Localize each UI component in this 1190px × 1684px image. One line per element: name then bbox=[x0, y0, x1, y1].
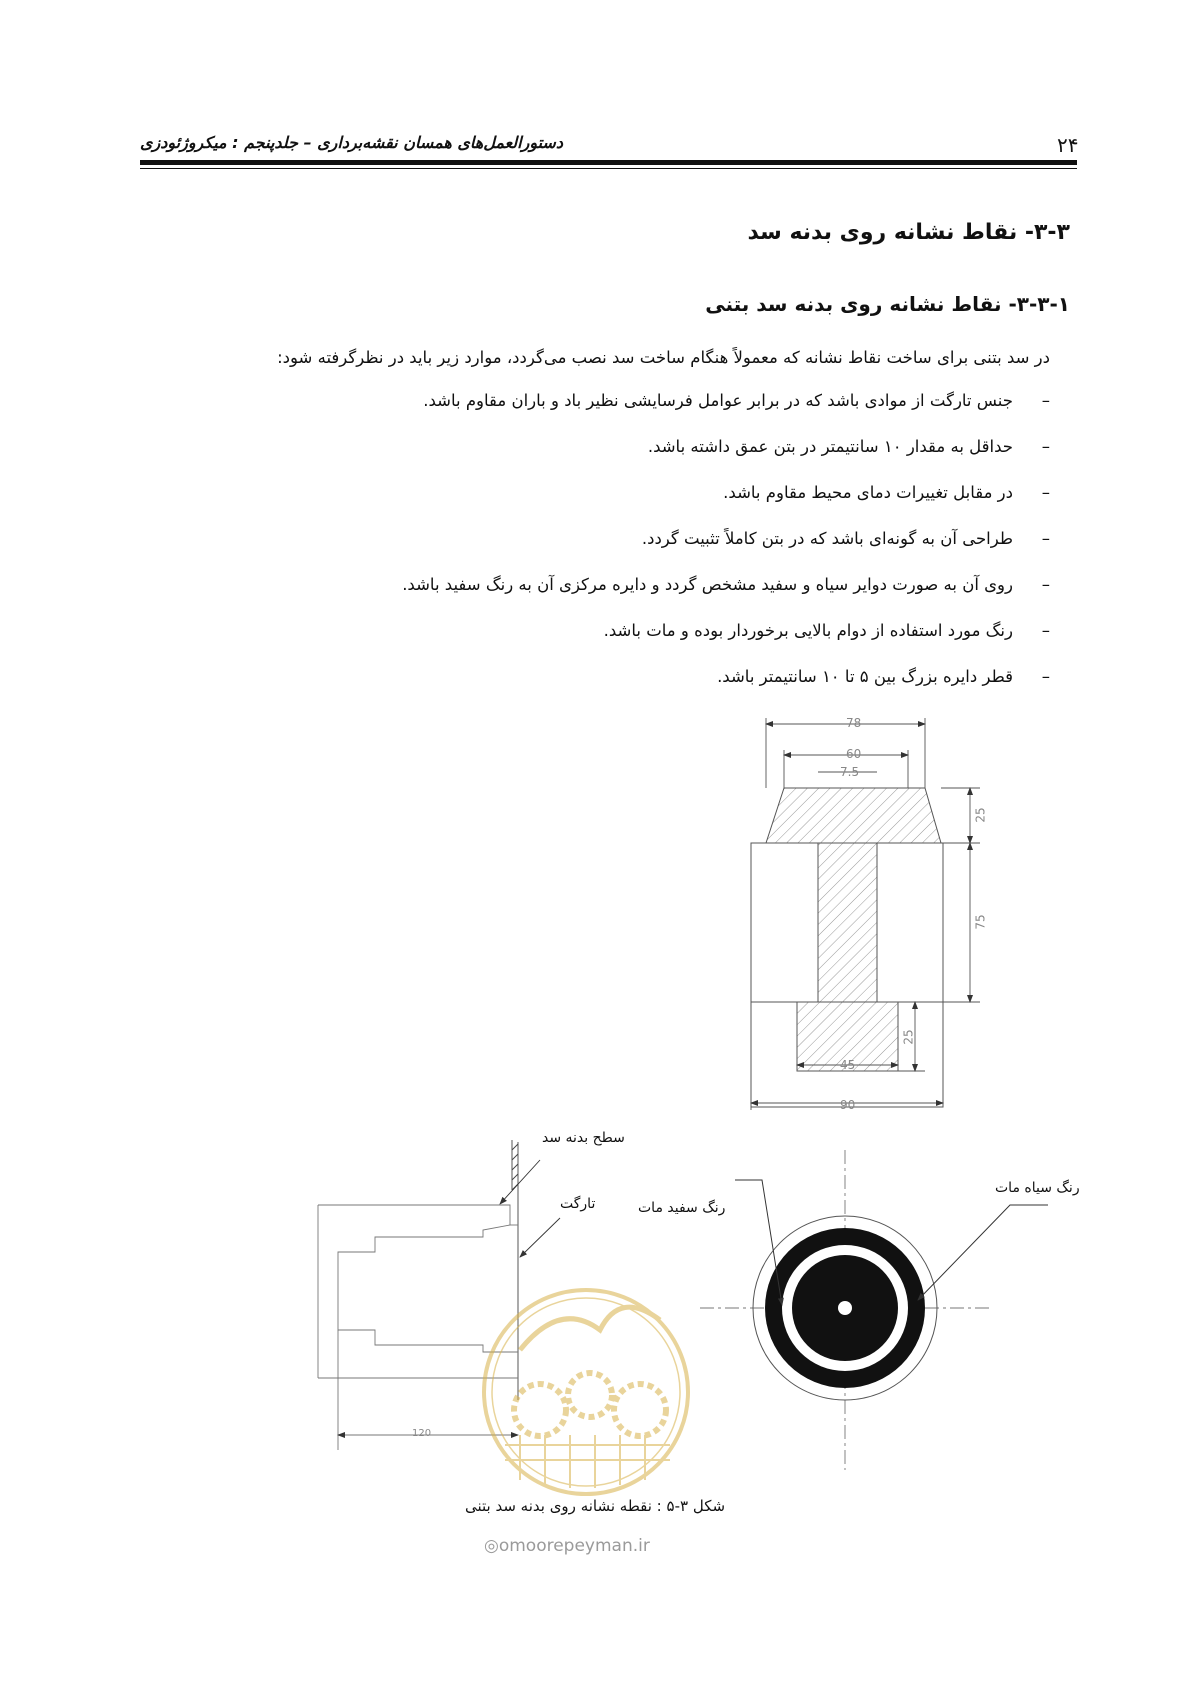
list-item-text: قطر دایره بزرگ بین ۵ تا ۱۰ سانتیمتر باشد. bbox=[717, 667, 1013, 686]
dimension-label: 90 bbox=[840, 1098, 856, 1112]
watermark-logo bbox=[484, 1290, 688, 1494]
dimension-label: 45 bbox=[840, 1058, 856, 1072]
bullet-dash: – bbox=[1041, 575, 1050, 594]
page-number: ۲۴ bbox=[1057, 133, 1079, 157]
dimension-label: 25 bbox=[901, 1029, 916, 1045]
dimension-label: 60 bbox=[846, 747, 862, 761]
list-item-text: رنگ مورد استفاده از دوام بالایی برخوردار بوده و مات باشد. bbox=[603, 621, 1013, 640]
dimension-label: 75 bbox=[973, 914, 988, 930]
list-item-text: حداقل به مقدار ۱۰ سانتیمتر در بتن عمق داشته باشد. bbox=[647, 437, 1013, 456]
list-item-text: طراحی آن به گونه‌ای باشد که در بتن کاملاً تثبیت گردد. bbox=[641, 529, 1013, 548]
bullet-dash: – bbox=[1041, 437, 1050, 456]
bullet-dash: – bbox=[1041, 483, 1050, 502]
matte-white-label: رنگ سفید مات bbox=[638, 1200, 726, 1216]
globe-icon: ◎ bbox=[484, 1536, 499, 1556]
bullet-dash: – bbox=[1041, 621, 1050, 640]
figure-caption: شکل ۳-۵ : نقطه نشانه روی بدنه سد بتنی bbox=[464, 1497, 726, 1515]
intro-paragraph: در سد بتنی برای ساخت نقاط نشانه که معمولاً هنگام ساخت سد نصب می‌گردد، موارد زیر باید در نظرگرفته شود: bbox=[277, 348, 1050, 367]
target-face-drawing bbox=[700, 1150, 1048, 1470]
bullet-dash: – bbox=[1041, 529, 1050, 548]
watermark-url-text: omoorepeyman.ir bbox=[498, 1536, 650, 1556]
dimension-label: 78 bbox=[846, 716, 862, 730]
target-label: تارگت bbox=[560, 1196, 596, 1212]
matte-black-label: رنگ سیاه مات bbox=[995, 1180, 1080, 1196]
dimension-label: 120 bbox=[412, 1428, 432, 1439]
list-item-text: در مقابل تغییرات دمای محیط مقاوم باشد. bbox=[723, 483, 1013, 502]
running-title: دستورالعمل‌های همسان نقشه‌برداری – جلدپنجم : میکروژئودزی bbox=[140, 133, 563, 152]
bullet-dash: – bbox=[1041, 391, 1050, 410]
list-item-text: جنس تارگت از موادی باشد که در برابر عوامل فرسایشی نظیر باد و باران مقاوم باشد. bbox=[423, 391, 1013, 410]
dimension-label: 7.5 bbox=[840, 765, 860, 779]
subsection-title: ۳-۳-۱- نقاط نشانه روی بدنه سد بتنی bbox=[705, 292, 1070, 316]
list-item-text: روی آن به صورت دوایر سیاه و سفید مشخص گردد و دایره مرکزی آن به رنگ سفید باشد. bbox=[402, 575, 1013, 594]
side-view-drawing bbox=[318, 1140, 560, 1450]
section-title: ۳-۳- نقاط نشانه روی بدنه سد bbox=[747, 220, 1070, 245]
bullet-dash: – bbox=[1041, 667, 1050, 686]
watermark-url bbox=[484, 1536, 650, 1556]
dimension-label: 25 bbox=[973, 807, 988, 823]
dam-surface-label: سطح بدنه سد bbox=[542, 1130, 625, 1146]
